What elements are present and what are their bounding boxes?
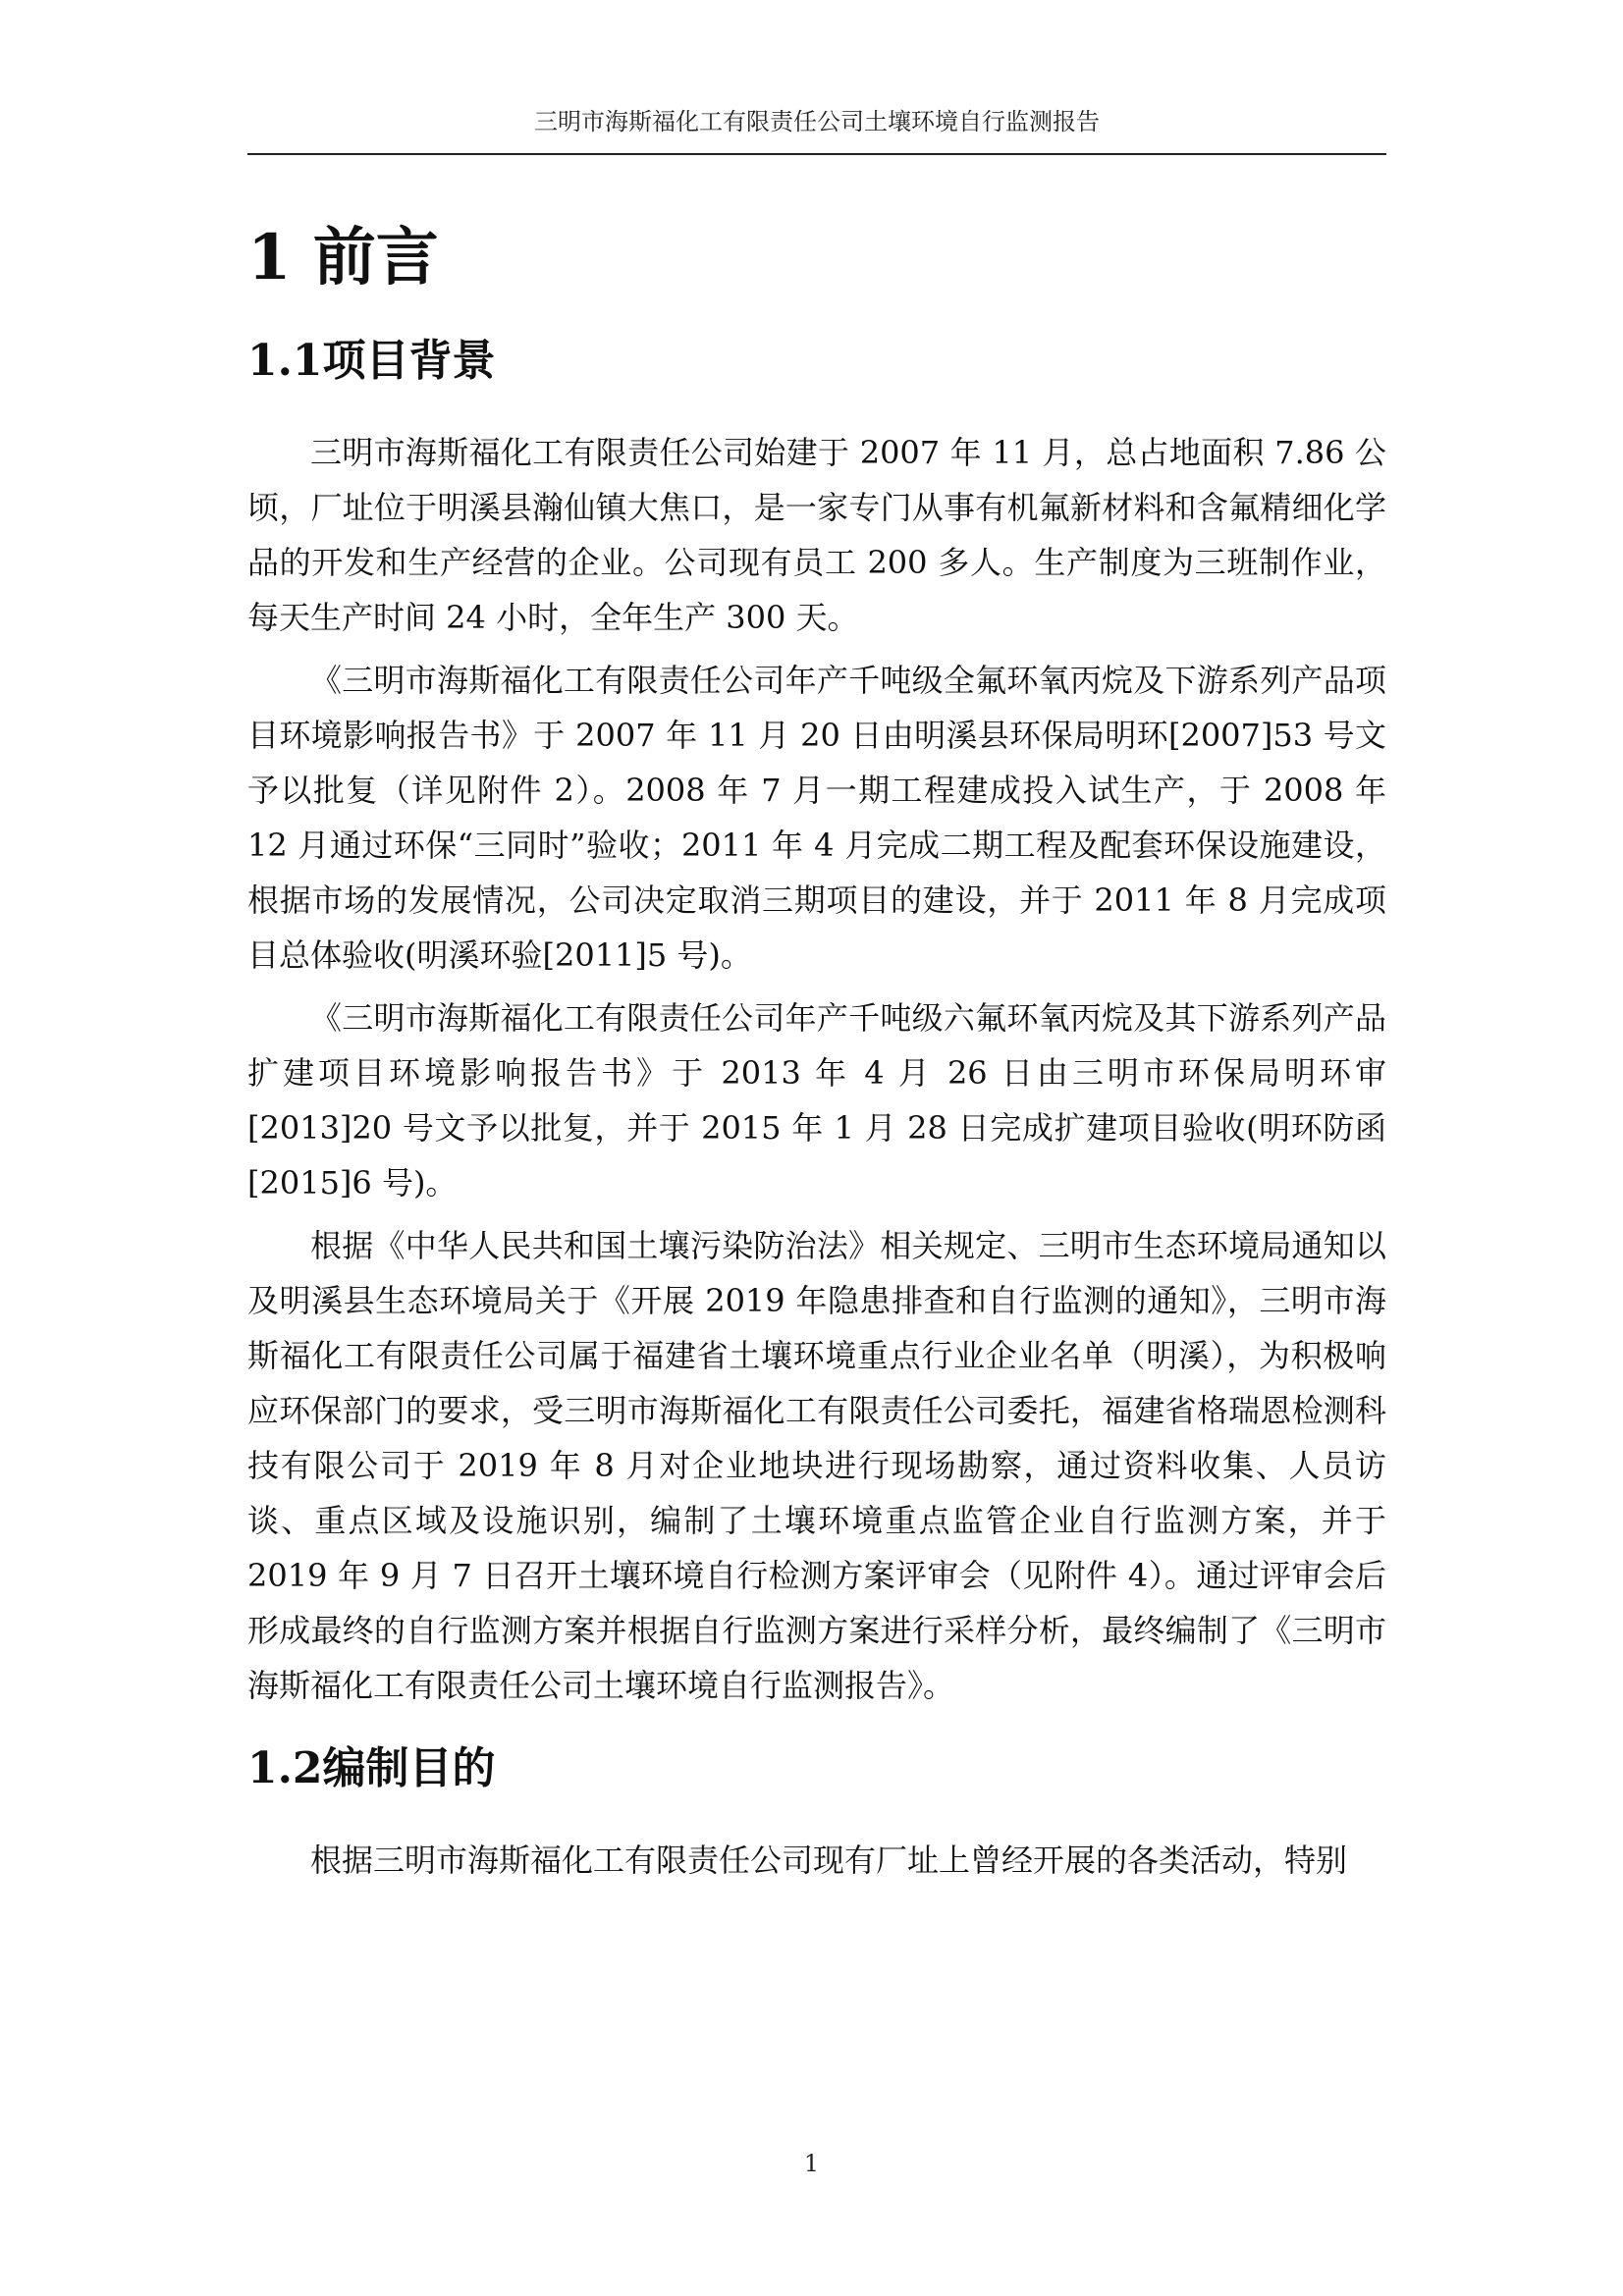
document-body (247, 211, 1386, 1896)
paragraph-monitoring-basis: 根据《中华人民共和国土壤污染防治法》相关规定、三明市生态环境局通知以及明溪县生态环境局关于《开展 2019 年隐患排查和自行监测的通知》，三明市海斯福化工有限责任公司属于福建省土壤环境重点行业企业名单（明溪），为积极响应环保部门的要求，受三明市海斯福化工有限责任公司委托，福建省格瑞恩检测科技有限公司于 2019 年 8 月对企业地块进行现场勘察，通过资料收集、人员访谈、重点区域及设施识别，编制了土壤环境重点监管企业自行监测方案，并于 2019 年 9 月 7 日召开土壤环境自行检测方案评审会（见附件 4）。通过评审会后形成最终的自行监测方案并根据自行监测方案进行采样分析，最终编制了《三明市海斯福化工有限责任公司土壤环境自行监测报告》。 (247, 1227, 1386, 1704)
paragraph-purpose-start: 根据三明市海斯福化工有限责任公司现有厂址上曾经开展的各类活动，特别 (310, 1842, 1348, 1879)
paragraph-expansion-approval: 《三明市海斯福化工有限责任公司年产千吨级六氟环氧丙烷及其下游系列产品扩建项目环境影响报告书》于 2013 年 4 月 26 日由三明市环保局明环审[2013]20 号文予以批复，并于 2015 年 1 月 28 日完成扩建项目验收(明环防函[2015]6 号)。 (247, 999, 1386, 1201)
section-heading-purpose: 1.2编制目的 (247, 1743, 496, 1793)
page-number: 1 (803, 2150, 820, 2177)
header-title: 三明市海斯福化工有限责任公司土壤环境自行监测报告 (534, 108, 1100, 135)
paragraph-first-eia-approval: 《三明市海斯福化工有限责任公司年产千吨级全氟环氧丙烷及下游系列产品项目环境影响报告书》于 2007 年 11 月 20 日由明溪县环保局明环[2007]53 号文予以批复（详见附件 2）。2008 年 7 月一期工程建成投入试生产，于 2008 年 12 月通过环保“三同时”验收；2011 年 4 月完成二期工程及配套环保设施建设，根据市场的发展情况，公司决定取消三期项目的建设，并于 2011 年 8 月完成项目总体验收(明溪环验[2011]5 号)。 (247, 662, 1386, 974)
page-header (247, 102, 1386, 155)
section-heading-background: 1.1项目背景 (247, 336, 496, 386)
paragraph-company-overview: 三明市海斯福化工有限责任公司始建于 2007 年 11 月，总占地面积 7.86 公顷，厂址位于明溪县瀚仙镇大焦口，是一家专门从事有机氟新材料和含氟精细化学品的开发和生产经营的企业。公司现有员工 200 多人。生产制度为三班制作业，每天生产时间 24 小时，全年生产 300 天。 (247, 434, 1386, 636)
chapter-title: 1 前言 (247, 221, 439, 294)
